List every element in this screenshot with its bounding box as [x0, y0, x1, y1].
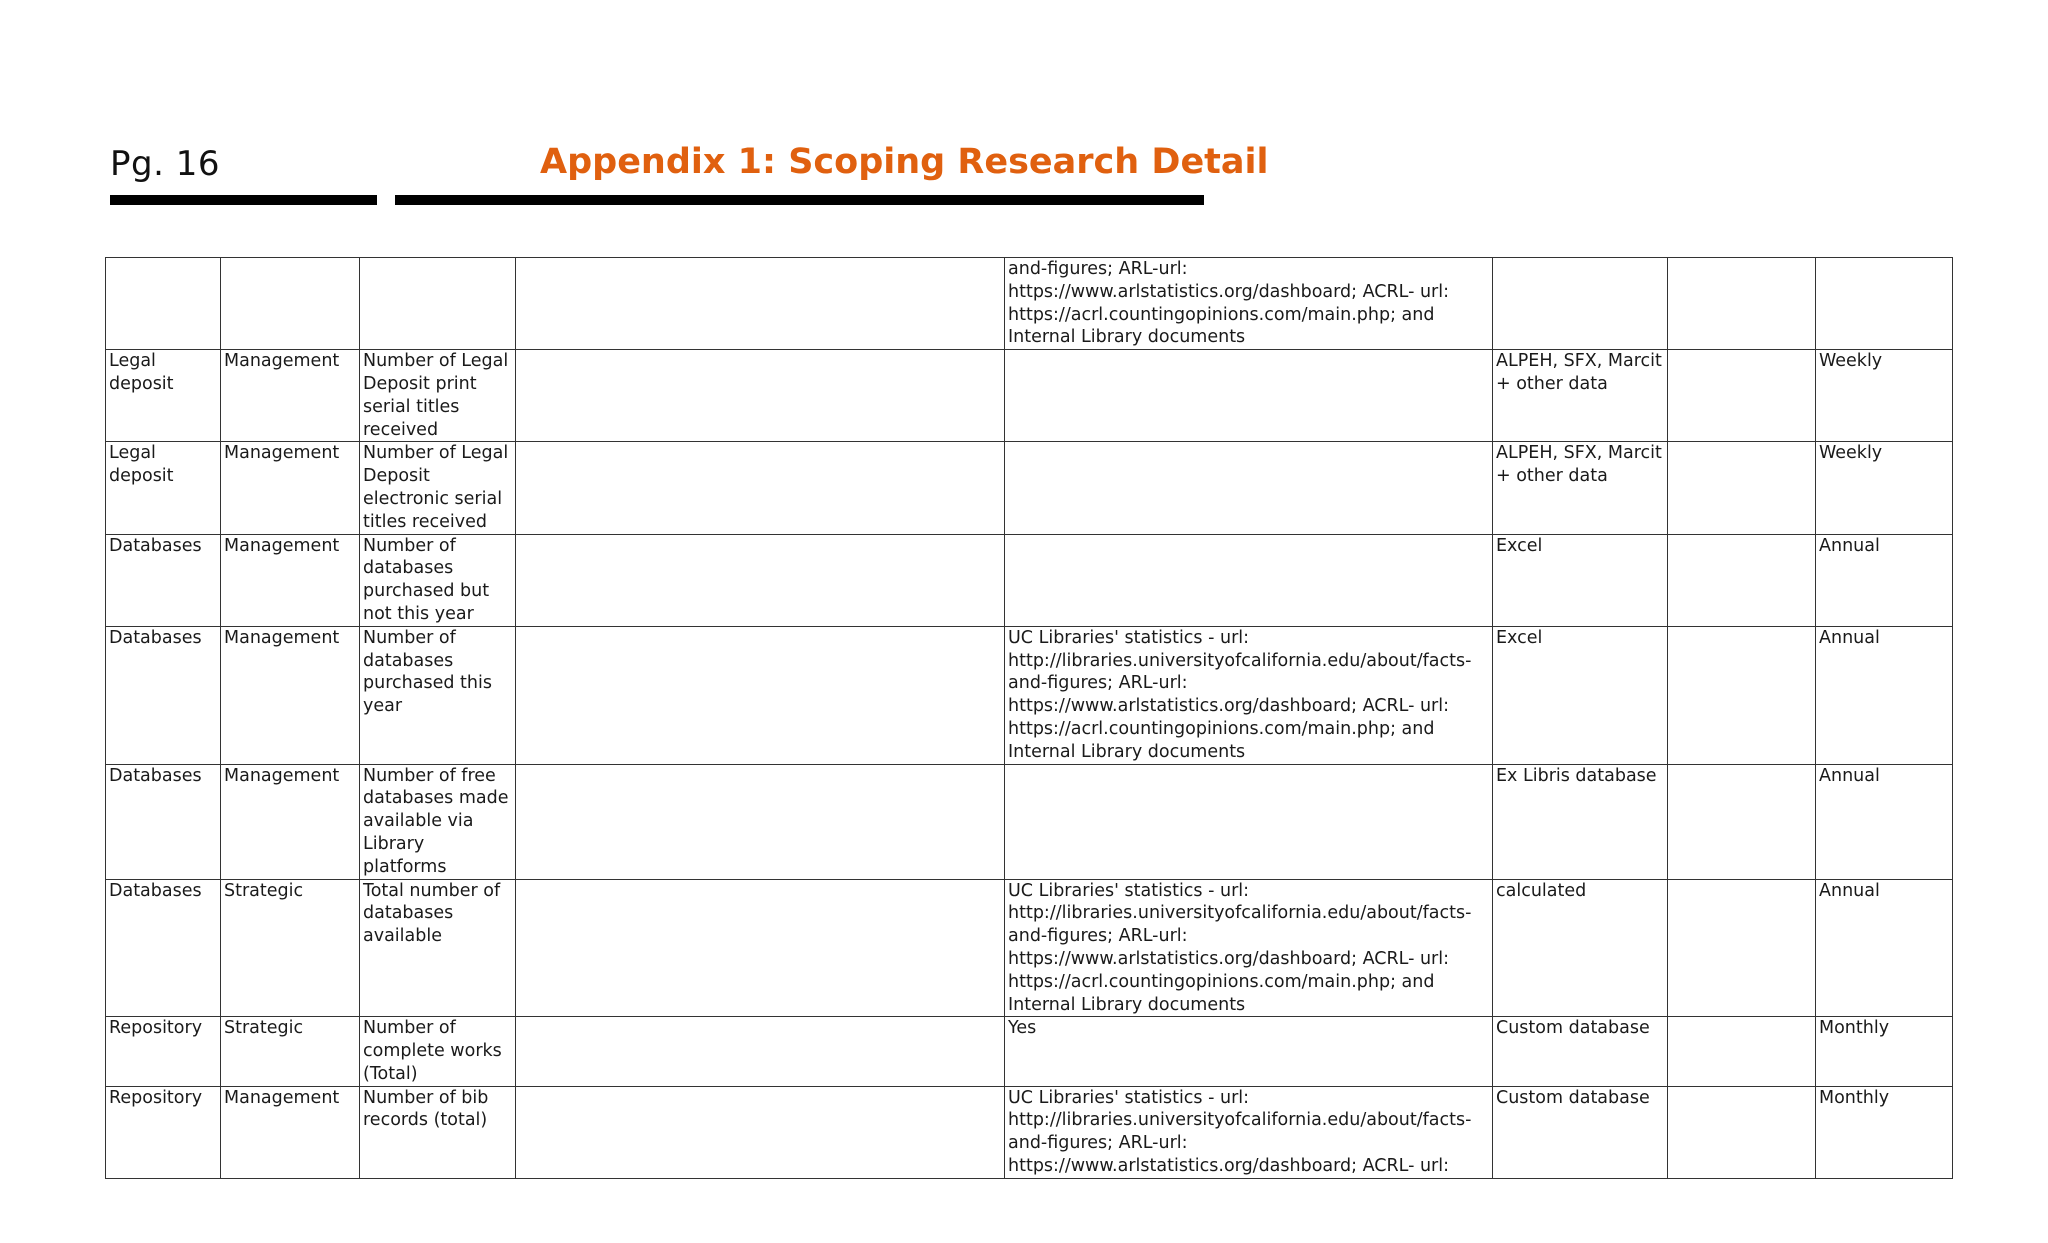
cell-frequency: Annual [1816, 879, 1953, 1017]
cell-system: Excel [1493, 534, 1668, 626]
cell-col4 [516, 534, 1005, 626]
cell-source [1005, 258, 1493, 350]
source-line: Internal Library documents [1008, 994, 1246, 1015]
source-line: Internal Library documents [1008, 741, 1246, 762]
cell-source [1005, 764, 1493, 879]
cell-frequency [1816, 258, 1953, 350]
cell-source [1005, 626, 1493, 764]
source-line: https://www.arlstatistics.org/dashboard; ACRL- url: [1008, 1156, 1450, 1177]
cell-measure: Number of databases purchased but not this year [360, 534, 516, 626]
header-rule-right [395, 195, 1204, 205]
source-line: https://www.arlstatistics.org/dashboard; ACRL- url: [1008, 281, 1450, 302]
cell-system: Ex Libris database [1493, 764, 1668, 879]
cell-measure [360, 258, 516, 350]
cell-frequency: Monthly [1816, 1086, 1953, 1178]
cell-type: Management [221, 534, 360, 626]
header-rule-left [110, 195, 377, 205]
source-line: UC Libraries' statistics - url: [1008, 1087, 1250, 1108]
page-number: Pg. 16 [110, 144, 220, 184]
cell-type: Management [221, 764, 360, 879]
cell-measure: Number of complete works (Total) [360, 1017, 516, 1086]
cell-col4 [516, 258, 1005, 350]
cell-type: Management [221, 350, 360, 442]
cell-type: Management [221, 626, 360, 764]
table-row [106, 1086, 1953, 1178]
page-title: Appendix 1: Scoping Research Detail [540, 142, 1269, 182]
cell-col7 [1668, 764, 1816, 879]
source-line: https://acrl.countingopinions.com/main.php; and [1008, 304, 1435, 325]
source-line: and-figures; ARL-url: [1008, 926, 1188, 947]
cell-area: Databases [106, 879, 221, 1017]
cell-source [1005, 534, 1493, 626]
cell-frequency: Annual [1816, 626, 1953, 764]
cell-area: Databases [106, 764, 221, 879]
cell-frequency: Annual [1816, 764, 1953, 879]
cell-col4 [516, 879, 1005, 1017]
table-row [106, 258, 1953, 350]
cell-measure: Number of free databases made available via Library platforms [360, 764, 516, 879]
source-line: and-figures; ARL-url: [1008, 259, 1188, 279]
source-line: https://acrl.countingopinions.com/main.php; and [1008, 718, 1435, 739]
cell-system: ALPEH, SFX, Marcit + other data [1493, 442, 1668, 534]
cell-system: Custom database [1493, 1086, 1668, 1178]
cell-measure: Number of databases purchased this year [360, 626, 516, 764]
cell-area: Databases [106, 534, 221, 626]
scoping-research-table [105, 257, 1953, 1179]
cell-area: Legal deposit [106, 442, 221, 534]
cell-source [1005, 1017, 1493, 1086]
source-line: UC Libraries' statistics - url: [1008, 880, 1250, 901]
cell-frequency: Monthly [1816, 1017, 1953, 1086]
table-row [106, 442, 1953, 534]
cell-source [1005, 442, 1493, 534]
cell-type: Strategic [221, 1017, 360, 1086]
cell-col4 [516, 442, 1005, 534]
cell-type: Strategic [221, 879, 360, 1017]
cell-col4 [516, 350, 1005, 442]
source-line: https://www.arlstatistics.org/dashboard; ACRL- url: [1008, 696, 1450, 717]
table-row [106, 534, 1953, 626]
cell-col4 [516, 1086, 1005, 1178]
cell-col7 [1668, 442, 1816, 534]
cell-type: Management [221, 442, 360, 534]
source-line: and-figures; ARL-url: [1008, 673, 1188, 694]
cell-col4 [516, 626, 1005, 764]
cell-frequency: Annual [1816, 534, 1953, 626]
cell-system: ALPEH, SFX, Marcit + other data [1493, 350, 1668, 442]
cell-area: Repository [106, 1017, 221, 1086]
table-row [106, 1017, 1953, 1086]
table-body [106, 258, 1953, 1179]
cell-col4 [516, 764, 1005, 879]
cell-source [1005, 350, 1493, 442]
source-line: Internal Library documents [1008, 327, 1246, 348]
cell-measure: Number of Legal Deposit print serial titles received [360, 350, 516, 442]
cell-system: Custom database [1493, 1017, 1668, 1086]
cell-col7 [1668, 350, 1816, 442]
cell-col7 [1668, 1086, 1816, 1178]
source-line: and-figures; ARL-url: [1008, 1133, 1188, 1154]
cell-col7 [1668, 626, 1816, 764]
cell-system: Excel [1493, 626, 1668, 764]
cell-col7 [1668, 258, 1816, 350]
source-line: UC Libraries' statistics - url: [1008, 627, 1250, 648]
cell-source [1005, 1086, 1493, 1178]
cell-area [106, 258, 221, 350]
source-line: http://libraries.universityofcalifornia.edu/about/facts- [1008, 650, 1472, 671]
source-line: Yes [1008, 1018, 1037, 1039]
table-row [106, 626, 1953, 764]
table-row [106, 764, 1953, 879]
cell-col7 [1668, 1017, 1816, 1086]
cell-system: calculated [1493, 879, 1668, 1017]
cell-area: Repository [106, 1086, 221, 1178]
cell-system [1493, 258, 1668, 350]
cell-type [221, 258, 360, 350]
source-line: https://www.arlstatistics.org/dashboard; ACRL- url: [1008, 948, 1450, 969]
cell-frequency: Weekly [1816, 350, 1953, 442]
cell-col7 [1668, 879, 1816, 1017]
cell-measure: Total number of databases available [360, 879, 516, 1017]
table-row [106, 879, 1953, 1017]
cell-col4 [516, 1017, 1005, 1086]
cell-frequency: Weekly [1816, 442, 1953, 534]
cell-col7 [1668, 534, 1816, 626]
source-line: http://libraries.universityofcalifornia.edu/about/facts- [1008, 1110, 1472, 1131]
source-line: http://libraries.universityofcalifornia.edu/about/facts- [1008, 903, 1472, 924]
cell-source [1005, 879, 1493, 1017]
cell-measure: Number of bib records (total) [360, 1086, 516, 1178]
cell-area: Legal deposit [106, 350, 221, 442]
cell-type: Management [221, 1086, 360, 1178]
source-line: https://acrl.countingopinions.com/main.php; and [1008, 971, 1435, 992]
table-row [106, 350, 1953, 442]
cell-area: Databases [106, 626, 221, 764]
cell-measure: Number of Legal Deposit electronic serial titles received [360, 442, 516, 534]
